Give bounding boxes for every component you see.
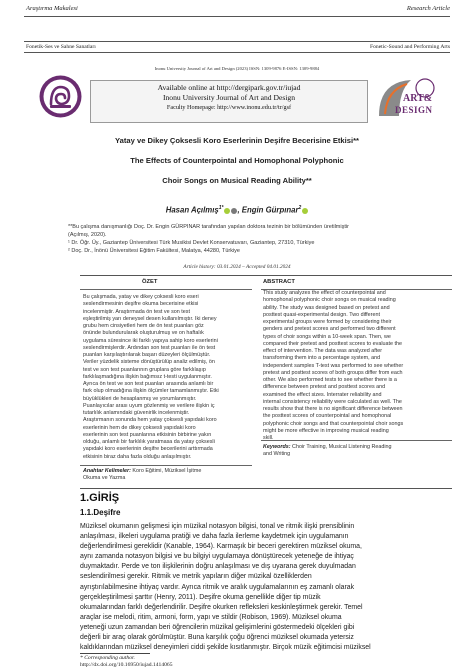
section-heading: 1.GİRİŞ	[80, 492, 120, 504]
body-line: seslendirilmesi gerekir. Ritmik ve metrik yapıların diğer müzikal özelliklerden	[80, 573, 312, 581]
abstract-keywords-rule	[261, 440, 452, 441]
abstract-keywords-text2: and Writing	[263, 451, 291, 458]
ozet-keywords-text2: Okuma ve Yazma	[83, 475, 126, 482]
section-label-en: Fonetic-Sound and Performing Arts	[369, 44, 450, 50]
ozet-keywords-text1: Koro Eğitimi, Müziksel İşitme	[130, 468, 202, 474]
history-accepted: Accepted 04.01.2024	[246, 264, 291, 270]
ozet-line: seslendirmesinin deşifre okuma becerisine etkisi	[83, 301, 199, 308]
art-design-logo	[375, 76, 445, 120]
abstract-line: ability. The study was designed based on pretest and	[263, 304, 390, 311]
abstract-body	[263, 290, 451, 442]
ozet-line: test ve son test puanlarının gruplara göre farklılaşıp	[83, 366, 206, 373]
abstract-line: types of choir songs within a 10-week span. Then, we	[263, 333, 391, 340]
abstract-line: might be more effective in improving musical reading	[263, 427, 389, 434]
ozet-line: tutarlılık anlamındaki güvenirlik incelenmiştir.	[83, 410, 190, 416]
subsection-heading: 1.1.Deşifre	[80, 508, 121, 517]
title-english-line2: Choir Songs on Musical Reading Ability**	[162, 176, 312, 185]
author-1-sup: 1	[218, 205, 222, 211]
ozet-keywords-label: Anahtar Kelimeler:	[83, 468, 131, 474]
ozet-line: eşleştirilmiş yarı deneysel desen kullanılmıştır. İki deney	[83, 315, 217, 322]
ozet-line: uygulama süresince iki farklı yapıya sahip koro eserlerini	[83, 337, 218, 344]
footnote-doi[interactable]: http://dx.doi.org/10.16950/iujad.1414065	[80, 662, 173, 668]
abstract-line: transforming them into a percentage system, and	[263, 355, 381, 362]
body-line: değerli bir araç olarak görülmüştür. Buna karşılık çoğu öğrenci müziksel okumada yetersiz	[80, 634, 354, 642]
body-line: araçlar ise melodi, ritim, armoni, form, yapı ve stildir (Robison, 1969). Müziksel okuma	[80, 613, 342, 621]
history-label: Article history:	[183, 264, 216, 270]
ozet-line: yapıdaki koro eserlerinin deşifre becerilerini arttırmada	[83, 446, 213, 453]
ozet-line: fark olup olmadığına ilişkin ölçümler tamamlanmıştır. Etki	[83, 388, 219, 395]
abstract-rule-top	[80, 275, 452, 276]
ozet-line: eserlerinin son test puanlarına etkisinin birbirine yakın	[83, 431, 212, 438]
ozet-line: incelenmiştir. Araştırmada ön test ve son test	[83, 308, 190, 315]
abstract-line: internal consistency reliability were calculated as well. The	[263, 398, 402, 405]
title-english-line1: The Effects of Counterpointal and Homophonal Polyphonic	[130, 156, 344, 165]
section-rule-top	[24, 41, 450, 42]
banner-journal-name: Inonu University Journal of Art and Design	[162, 93, 296, 102]
abstract-line: independent samples T-test was performed to see whether	[263, 362, 404, 369]
logo-text-art: ART&	[403, 93, 433, 104]
logo-text-design: DESIGN	[395, 105, 433, 115]
section-label-tr: Fonetik-Ses ve Sahne Sanatları	[26, 44, 96, 50]
author-2-name: Engin Gürpınar	[241, 205, 299, 215]
ozet-line: önünde bulundurularak oluşturulmuş ve on haftalık	[83, 330, 204, 337]
ozet-line: seslendirmişlerdir. Ardından son test puanları ile ön test	[83, 344, 216, 351]
abstract-line: posttest quasi-experimental design. Two different	[263, 311, 380, 318]
banner-online-url[interactable]: Available online at http://dergipark.gov.tr/iujad	[157, 83, 301, 92]
ozet-line: eserlerinin hem de dikey çoksesli yapıdaki koro	[83, 424, 196, 431]
abstract-line: skill.	[263, 435, 274, 441]
ozet-line: Araştırmanın sonunda hem yatay çoksesli yapıdaki koro	[83, 417, 217, 424]
ozet-line: Bu çalışmada, yatay ve dikey çoksesli koro eseri	[83, 294, 199, 300]
ozet-body	[83, 294, 251, 461]
author-separator: ,	[237, 205, 242, 215]
footnote-corresponding: * Corresponding author.	[80, 655, 135, 661]
body-line: yeteneği uzun zamandan beri öğrencilerin müzikal gelişimlerini göstermedeki ölçekleri gibi	[80, 623, 355, 631]
abstract-line: results show that there is no significant difference between	[263, 406, 403, 412]
abstract-line: polyphonic choir songs and that counterpointal choir songs	[263, 420, 404, 427]
body-line: gerçekleştirilmesi şarttır (Henry, 2011). Deşifre okuma genellikle diğer tip müzik	[80, 593, 321, 601]
ozet-heading-rule	[80, 289, 252, 290]
running-header-left: Araştırma Makalesi	[26, 5, 78, 12]
article-history	[0, 264, 474, 270]
abstract-line: difference between pretest and posttest scores and	[263, 384, 386, 391]
journal-issn-line: Inonu University Journal of Art and Design (2023) ISSN: 1309-9876 E-ISSN: 1309-9884	[154, 66, 320, 71]
abstract-line: effect of intervention. The data was analyzed after	[263, 348, 383, 354]
abstract-line: compared their pretest and posttest scores to evaluate the	[263, 340, 403, 347]
affiliation-citation: (Açılmış, 2020).	[68, 232, 107, 238]
banner-faculty-url[interactable]: Faculty Homepage: http://www.inonu.edu.tr/tr/gsf	[166, 104, 292, 111]
affiliation-2: ² Doç. Dr., İnönü Üniversitesi Eğitim Fakültesi, Malatya, 44280, Türkiye	[68, 248, 240, 254]
running-header-right: Research Article	[406, 5, 450, 12]
author-1-name: Hasan Açılmış	[165, 205, 219, 215]
history-dash: –	[242, 264, 245, 270]
abstract-line: the posttest scores of counterpointal and homophonal	[263, 413, 392, 420]
ozet-line: Veriler yüzdelik sisteme dönüştürülüp analiz edilmiş, ön	[83, 359, 215, 366]
orcid-icon[interactable]	[224, 208, 230, 214]
journal-logo	[38, 74, 83, 119]
body-line: anlaşılması, ilkeleri uygulama pratiği ve daha fazla ilerleme kaydetmek için uygulamanın	[80, 533, 349, 541]
abstract-line: experimental groups were formed by considering their	[263, 319, 392, 325]
body-line: ayrıştırılabilmesine ihtiyaç vardır. Ayrıca ritmik ve aralık uygulamalarının eş zamanlı olarak	[80, 583, 355, 591]
abstract-heading: ABSTRACT	[263, 279, 295, 285]
author-line	[0, 205, 474, 215]
history-received: 03.01.2024	[216, 264, 241, 270]
body-line: aynı zamanda notasyon bilgisi ve bu bilgiyi uygulamaya dönüştürecek yeteneğe de ihtiyaç	[80, 553, 354, 561]
title-turkish: Yatay ve Dikey Çoksesli Koro Eserlerinin Deşifre Becerisine Etkisi**	[115, 136, 359, 145]
body-line: Müziksel okumanın gelişmesi için müzikal notasyon bilgisi, tonal ve ritmik ilişki prensiblinin	[80, 523, 355, 530]
ozet-keywords-rule	[80, 465, 252, 466]
abstract-line: examined the effect sizes. Interrater reliability and	[263, 391, 382, 398]
ozet-line: farklılaşmadığına ilişkin bağımsız t-testi uygulanmıştır.	[83, 373, 212, 380]
journal-banner	[90, 80, 368, 123]
abstract-keywords-text1: Choir Training, Musical Listening Reading	[290, 444, 392, 450]
author-2-sup: 2	[298, 205, 302, 211]
abstract-line: other. We also performed tests to see whether there is a	[263, 377, 397, 383]
abstract-line: genders and pretest scores and performed two different	[263, 326, 396, 333]
section-rule-bottom	[24, 52, 450, 53]
abstract-line: This study analyzes the effect of counterpointal and	[263, 290, 386, 296]
ozet-line: grubu hem cinsiyetleri hem de ön test puanları göz	[83, 323, 204, 329]
abstract-keywords-label: Keywords:	[263, 444, 291, 450]
ozet-line: puanları karşılaştırılarak başarı düzeyleri ölçülmüştür.	[83, 352, 211, 358]
body-line: duymaktadır. Perde ve ton ilişkilerinin doğru anlaşılması ve dış uyarana gerek duyulmadan	[80, 563, 356, 571]
author-1-corr-mark: *	[221, 205, 224, 211]
abstract-line: pretest and posttest scores of both groups differ from each	[263, 369, 403, 376]
ozet-line: olduğu, anlamlı bir farklılık yaratmasa da yatay çoksesli	[83, 439, 215, 445]
body-line: okumalarından farklı değerlendirilir. Deşifre okurken refleksleri keskinleştirmek gerekir. Temel	[80, 603, 363, 611]
abstract-line: homophonal polyphonic choir songs on musical reading	[263, 297, 396, 304]
affiliation-1: ¹ Dr. Öğr. Üy., Gaziantep Üniversitesi Türk Musikisi Devlet Konservatuvarı, Gaziantep, 27310, Türkiye	[68, 240, 315, 246]
ozet-line: etkisinin biraz daha fazla olduğu anlaşılmıştır.	[83, 453, 192, 460]
ozet-line: Puanlayıcılar arası uyum gözlenmiş ve verilere ilişkin iç	[83, 402, 215, 409]
orcid-icon[interactable]	[302, 208, 308, 214]
ozet-heading: ÖZET	[142, 279, 158, 285]
body-line: değerlendirilmesi gereklidir (Kanable, 1964). Karmaşık bir beceri gerektiren müziksel okuma,	[80, 543, 362, 551]
body-paragraph	[80, 522, 452, 653]
abstract-keywords	[263, 444, 451, 458]
header-rule	[24, 16, 450, 17]
body-line: kaldıklarından müziksel deneyimleri ciddi şekilde kısıtlanmıştır. Birçok müzik eğitimcisi müziksel	[80, 644, 371, 652]
ozet-line: Ayrıca ön test ve son test puanları arasında anlamlı bir	[83, 381, 214, 387]
ozet-line: büyüklükleri de hesaplanmış ve yorumlanmıştır.	[83, 395, 197, 402]
ozet-keywords	[83, 468, 251, 482]
abstract-rule-bottom	[80, 488, 452, 489]
footnote-rule	[80, 653, 150, 654]
affiliation-note: **Bu çalışma danışmanlığı Doç. Dr. Engin GÜRPINAR tarafından yapılan doktora tezinin bir bölümünden üretilmiştir	[68, 224, 349, 230]
